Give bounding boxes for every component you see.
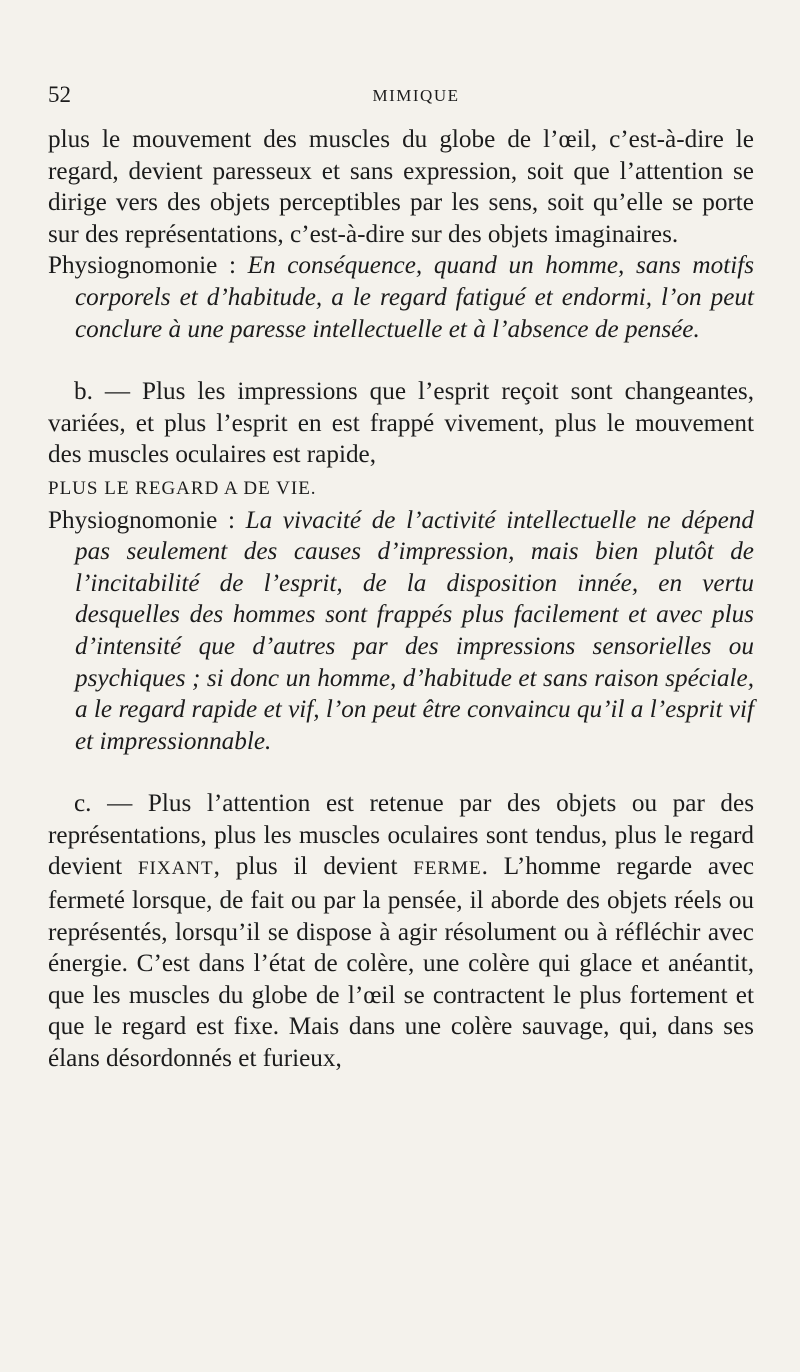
- section-c-text-2: , plus il devient: [213, 853, 414, 881]
- page-header: [48, 82, 754, 112]
- section-b-text: b. — Plus les impressions que l’esprit reçoit sont changeantes, variées, et plus l’esprit en est frappé vivement, plus le mouvement des muscles oculaires est rapide,: [48, 378, 754, 469]
- running-head: MIMIQUE: [372, 86, 460, 105]
- physiognomonie-paragraph-1: [48, 250, 754, 345]
- section-c-text-1: c. — Plus l’attention est retenue par des objets ou par des représentations, plus les muscles oculaires sont tendus, plus le regard devient: [48, 790, 754, 881]
- section-b-paragraph: [48, 376, 754, 504]
- section-c-text-3: . L’homme regarde avec fermeté lorsque, de fait ou par la pensée, il aborde des objets réels ou représentés, lorsqu’il se dispose à agir résolument ou à réfléchir avec énergie. C’est dans l’état de colère, une colère qui glace et anéantit, que les muscles du globe de l’œil se contractent le plus fortement et que le regard est fixe. Mais dans une colère sauvage, qui, dans ses élans désordonnés et furieux,: [48, 853, 755, 1073]
- paragraph-intro: plus le mouvement des muscles du globe de l’œil, c’est-à-dire le regard, devient paresseux et sans expression, soit que l’attention se dirige vers des objets perceptibles par les sens, soit qu’elle se porte sur des représentations, c’est-à-dire sur des objets imaginaires.: [48, 126, 754, 248]
- page-number: 52: [48, 82, 71, 107]
- physiognomonie-text: La vivacité de l’activité intellectuelle ne dépend pas seulement des causes d’impression, mais bien plutôt de l’incitabilité de l’esprit, de la disposition innée, en vertu desquelles des hommes sont frappés plus facilement et avec plus d’intensité que d’autres par des impressions sensorielles ou psychiques ; si donc un homme, d’habitude et sans raison spéciale, a le regard rapide et vif, l’on peut être convaincu qu’il a l’esprit vif et impressionnable.: [75, 506, 754, 755]
- section-c-caps-1: FIXANT: [137, 858, 214, 880]
- physiognomonie-label: Physiognomonie :: [48, 252, 248, 280]
- section-c-caps-2: FERME: [413, 858, 482, 880]
- body-text: [48, 124, 754, 1075]
- physiognomonie-text: En conséquence, quand un homme, sans motifs corporels et d’habitude, a le regard fatigué et endormi, l’on peut conclure à une paresse intellectuelle et à l’absence de pensée.: [75, 252, 755, 343]
- paragraph-gap: [48, 345, 754, 376]
- paragraph-gap: [48, 757, 754, 788]
- section-b-caps: PLUS LE REGARD A DE VIE.: [48, 477, 317, 499]
- physiognomonie-label: Physiognomonie :: [48, 506, 246, 534]
- physiognomonie-paragraph-2: [48, 505, 754, 758]
- section-c-paragraph: [48, 788, 754, 1074]
